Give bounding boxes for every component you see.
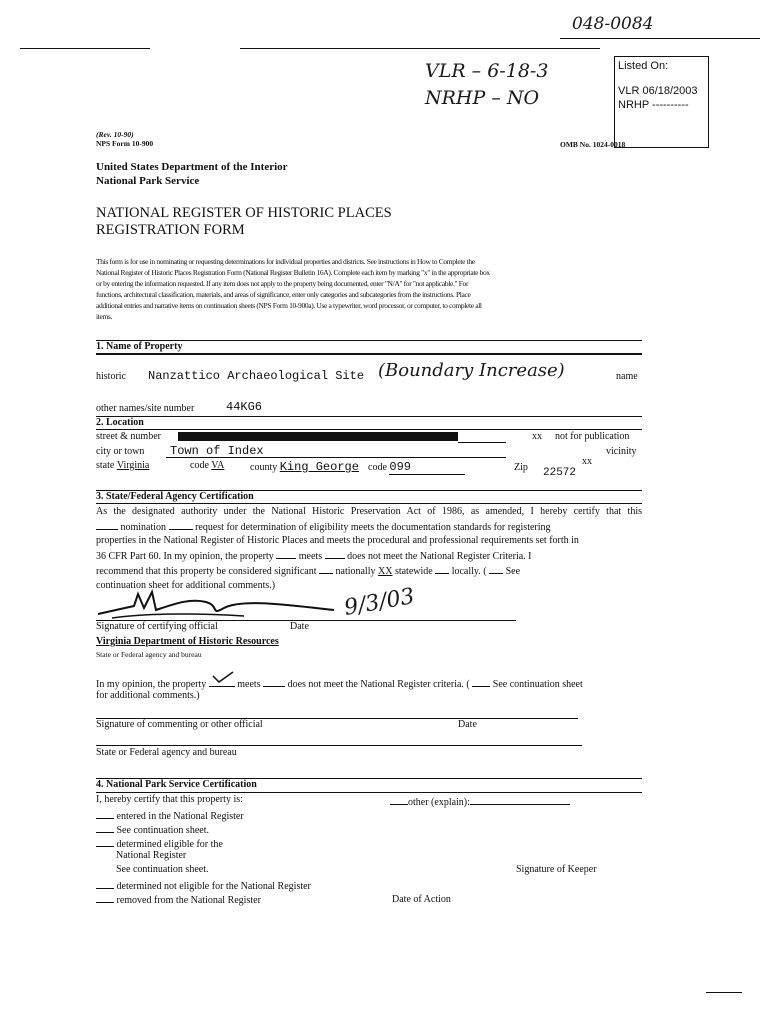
det-elig-blank xyxy=(96,836,114,847)
entered-row xyxy=(96,808,244,822)
intro-line: This form is for use in nominating or requesting determinations for individual properties and districts. See instructions in How to Complete the xyxy=(96,257,475,266)
name-label: name xyxy=(616,371,638,382)
rev-label: (Rev. 10-90) xyxy=(96,130,134,139)
see1-row xyxy=(96,822,209,836)
see1-label: See continuation sheet. xyxy=(116,825,209,836)
intro-paragraph xyxy=(96,256,656,322)
state-row xyxy=(96,460,173,471)
removed-row xyxy=(96,892,261,906)
s3-cert-paragraph xyxy=(96,505,642,592)
file-number: 048-0084 xyxy=(572,14,654,34)
dept-label: United States Department of the Interior xyxy=(96,161,288,173)
statewide-xx: XX xyxy=(378,566,393,577)
locally-label: locally. ( xyxy=(451,566,487,577)
form-title-line2: REGISTRATION FORM xyxy=(96,222,245,238)
intro-line: National Register of Historic Places Registration Form (National Register Bulletin 16A). Complete each item by marking "x" in the appropriate box xyxy=(96,268,490,277)
intro-line: or by entering the information requested. If any item does not apply to the property being documented, enter "N/A" for "not applicable." For xyxy=(96,279,469,288)
form-title-line1: NATIONAL REGISTER OF HISTORIC PLACES xyxy=(96,205,392,221)
other-names-label: other names/site number xyxy=(96,403,195,414)
nr-label: National Register xyxy=(116,850,187,861)
removed-blank xyxy=(96,892,114,903)
county-row xyxy=(250,460,359,474)
see-label: See xyxy=(505,566,521,577)
opinion-see-blank xyxy=(472,676,490,687)
meets-label: meets xyxy=(298,550,323,562)
nationally-label: nationally xyxy=(335,566,376,577)
vicinity-xx: xx xyxy=(582,456,592,467)
det-not-blank xyxy=(96,878,114,889)
omb-label: OMB No. 1024-0018 xyxy=(560,140,626,149)
det-elig-label: determined eligible for the xyxy=(116,839,223,850)
historic-value: Nanzattico Archaeological Site xyxy=(148,369,365,383)
scan-mark xyxy=(706,992,742,993)
other-blank xyxy=(390,794,408,805)
s4-heading: 4. National Park Service Certification xyxy=(96,779,257,790)
nationally-blank xyxy=(319,563,333,574)
s3-heading: 3. State/Federal Agency Certification xyxy=(96,491,254,502)
code-value: VA xyxy=(211,460,225,471)
criteria-text: 36 CFR Part 60. In my opinion, the property xyxy=(96,550,274,562)
redacted-address xyxy=(178,432,458,441)
street-line xyxy=(458,442,506,443)
s2-rule xyxy=(96,429,642,430)
s3-line1: As the designated authority under the National Historic Preservation Act of 1986, as amended, I hereby certify that this xyxy=(96,506,642,517)
listed-on-title: Listed On: xyxy=(618,60,669,72)
not-pub-xx: xx xyxy=(532,431,542,442)
significance-text: recommend that this property be considered significant xyxy=(96,566,317,577)
sig-date-label: Date xyxy=(290,621,309,632)
intro-line: additional entries and narrative items on continuation sheets (NPS Form 10-900a). Use a typewriter, word processor, or computer, to complete all xyxy=(96,301,482,310)
commenting-sig-label: Signature of commenting or other official xyxy=(96,719,263,730)
s2-heading: 2. Location xyxy=(96,417,144,428)
top-rule-left xyxy=(20,48,150,49)
see-blank xyxy=(489,563,503,574)
s4-rule xyxy=(96,792,642,793)
county-label: county xyxy=(250,462,278,473)
state-value: Virginia xyxy=(116,460,150,471)
street-label: street & number xyxy=(96,431,161,442)
s3-line5 xyxy=(96,563,642,579)
s1-heading: 1. Name of Property xyxy=(96,341,183,352)
s3-line3: properties in the National Register of Historic Places and meets the procedural and professional requirements set forth in xyxy=(96,535,579,546)
s2-rule-top xyxy=(96,416,642,417)
code-label: code xyxy=(190,460,209,471)
other-explain-row xyxy=(390,794,570,808)
listed-on-box xyxy=(614,56,709,148)
request-label: request for determination of eligibility meets the documentation standards for registering xyxy=(195,521,551,533)
other-names-value: 44KG6 xyxy=(226,400,263,414)
intro-line: functions, architectural classification, materials, and areas of significance, enter only categories and subcategories from the instructions. Place xyxy=(96,290,471,299)
commenting-agency-label: State or Federal agency and bureau xyxy=(96,747,237,758)
removed-label: removed from the National Register xyxy=(116,895,261,906)
opinion-comments: for additional comments.) xyxy=(96,690,200,701)
zip-value: 22572 xyxy=(543,467,577,479)
signed-date: 9/3/03 xyxy=(342,584,417,621)
not-meet-blank xyxy=(325,548,345,559)
sig-official-label: Signature of certifying official xyxy=(96,621,218,632)
opinion-not-meet-blank xyxy=(263,676,285,687)
certify-label: I, hereby certify that this property is: xyxy=(96,794,243,805)
opinion-not-meet-label: does not meet the National Register criteria. ( xyxy=(287,679,470,690)
service-label: National Park Service xyxy=(96,175,200,187)
listed-nrhp: NRHP ---------- xyxy=(618,99,689,111)
intro-line: items. xyxy=(96,312,113,321)
see2-label: See continuation sheet. xyxy=(116,864,209,875)
historic-label: historic xyxy=(96,371,126,382)
opinion-row xyxy=(96,676,583,690)
see1-blank xyxy=(96,822,114,833)
agency-value: Virginia Department of Historic Resources xyxy=(96,636,279,647)
opinion-see-label: See continuation sheet xyxy=(492,679,583,690)
nrhp-annotation: NRHP – NO xyxy=(425,87,540,109)
det-elig-row xyxy=(96,836,223,850)
vicinity-label: vicinity xyxy=(606,446,637,457)
county-value: King George xyxy=(279,460,359,474)
agency-label: State or Federal agency and bureau xyxy=(96,650,202,659)
meets-blank xyxy=(276,548,296,559)
nomination-blank xyxy=(96,519,118,530)
other-explain-label: other (explain): xyxy=(408,797,470,808)
opinion-text: In my opinion, the property xyxy=(96,679,207,690)
state-label: state xyxy=(96,460,115,471)
city-label: city or town xyxy=(96,446,145,457)
opinion-meets-check xyxy=(209,676,235,687)
form-label: NPS Form 10-900 xyxy=(96,139,154,148)
code-row xyxy=(190,460,224,471)
s1-rule xyxy=(96,353,642,355)
locally-blank xyxy=(435,563,449,574)
top-rule-mid xyxy=(240,48,600,49)
det-not-label: determined not eligible for the National Register xyxy=(116,881,311,892)
zip-label: Zip xyxy=(514,462,528,473)
certifying-signature xyxy=(94,584,344,624)
statewide-label: statewide xyxy=(394,566,433,577)
listed-vlr: VLR 06/18/2003 xyxy=(618,85,698,97)
commenting-agency-line xyxy=(96,745,582,746)
opinion-meets-label: meets xyxy=(237,679,261,690)
county-code-row xyxy=(368,460,465,475)
action-label: Date of Action xyxy=(392,894,451,905)
not-meet-label: does not meet the National Register Criteria. I xyxy=(347,550,532,562)
request-blank xyxy=(169,519,193,530)
keeper-label: Signature of Keeper xyxy=(516,864,597,875)
city-value: Town of Index xyxy=(170,444,264,458)
boundary-increase-annotation: (Boundary Increase) xyxy=(378,360,565,381)
s3-line2 xyxy=(96,519,642,535)
nomination-label: nomination xyxy=(120,521,167,533)
det-not-row xyxy=(96,878,311,892)
commenting-date-label: Date xyxy=(458,719,477,730)
county-code-label: code xyxy=(368,462,387,473)
top-rule-right xyxy=(560,38,760,39)
entered-label: entered in the National Register xyxy=(116,811,244,822)
other-explain-line xyxy=(470,794,570,805)
s3-line4 xyxy=(96,548,642,564)
entered-blank xyxy=(96,808,114,819)
vlr-annotation: VLR – 6-18-3 xyxy=(425,60,549,82)
not-for-publication-label: not for publication xyxy=(555,431,630,442)
s3-line6: continuation sheet for additional comments.) xyxy=(96,579,276,591)
s3-rule xyxy=(96,503,642,504)
city-line xyxy=(166,457,506,458)
county-code-value: 099 xyxy=(389,460,465,475)
